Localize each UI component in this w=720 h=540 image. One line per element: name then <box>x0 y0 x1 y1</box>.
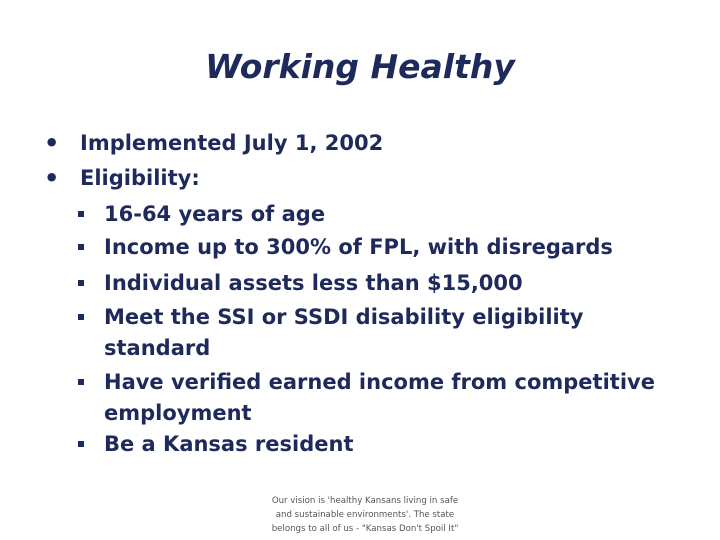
square-bullet-icon <box>78 280 84 286</box>
bullet-text: Implemented July 1, 2002 <box>80 131 384 155</box>
footer-line: Our vision is 'healthy Kansans living in safe <box>271 496 459 506</box>
square-bullet-icon <box>78 244 84 250</box>
bullet-text: Eligibility: <box>80 166 200 190</box>
sub-bullet-continuation: employment <box>104 401 252 425</box>
square-bullet-icon <box>78 441 84 447</box>
square-bullet-icon <box>78 211 84 217</box>
slide-title: Working Healthy <box>205 47 515 86</box>
footer-line: and sustainable environments'. The state <box>275 510 455 520</box>
square-bullet-icon <box>78 314 84 320</box>
sub-bullet-text: Income up to 300% of FPL, with disregards <box>104 235 613 259</box>
sub-bullet-text: 16-64 years of age <box>104 202 326 226</box>
sub-bullet-text: Individual assets less than $15,000 <box>104 271 523 295</box>
bullet-dot-icon: • <box>44 129 60 157</box>
bullet-dot-icon: • <box>44 164 60 192</box>
footer-vision-statement <box>240 494 490 536</box>
sub-bullet-text: Be a Kansas resident <box>104 432 354 456</box>
sub-bullet-continuation: standard <box>104 336 211 360</box>
sub-bullet-text: Have verified earned income from competitive <box>104 370 655 394</box>
footer-line: belongs to all of us - "Kansas Don't Spoil It" <box>271 524 459 534</box>
square-bullet-icon <box>78 379 84 385</box>
sub-bullet-text: Meet the SSI or SSDI disability eligibility <box>104 305 584 329</box>
